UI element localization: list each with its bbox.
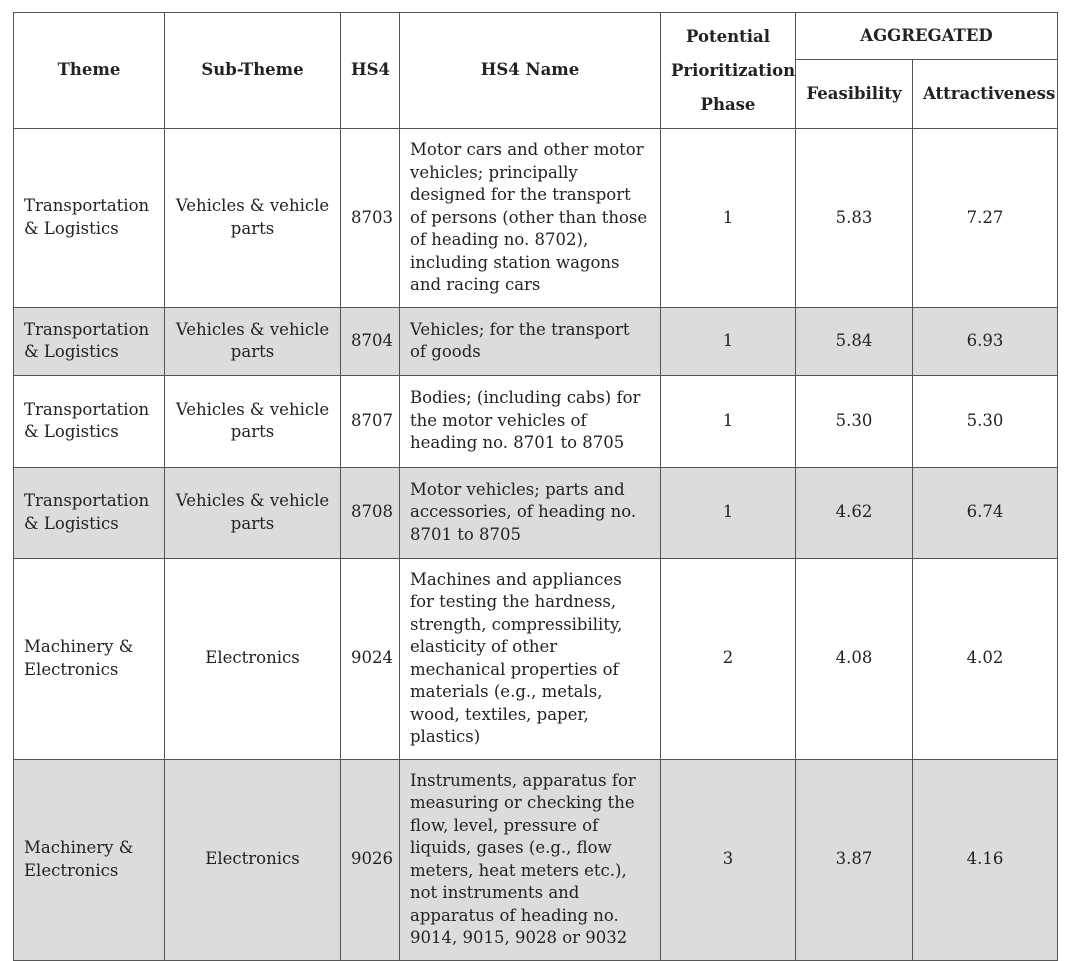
cell-feasibility: 5.84	[796, 307, 913, 375]
cell-feasibility: 5.83	[796, 129, 913, 308]
cell-sub-theme: Vehicles & vehicle parts	[165, 467, 341, 558]
cell-hs4: 8707	[341, 375, 400, 467]
cell-theme: Transportation & Logistics	[14, 307, 165, 375]
cell-phase: 3	[661, 759, 796, 960]
cell-feasibility: 3.87	[796, 759, 913, 960]
data-table-container	[13, 12, 1058, 961]
table-header	[14, 13, 1058, 129]
cell-hs4-name: Vehicles; for the transport of goods	[400, 307, 661, 375]
header-feasibility: Feasibility	[796, 60, 913, 129]
cell-attractiveness: 6.93	[913, 307, 1058, 375]
cell-attractiveness: 5.30	[913, 375, 1058, 467]
header-theme: Theme	[14, 13, 165, 129]
cell-hs4-name: Motor cars and other motor vehicles; principally designed for the transport of persons (other than those of heading no. 8702), including station wagons and racing cars	[400, 129, 661, 308]
cell-attractiveness: 7.27	[913, 129, 1058, 308]
header-aggregated: AGGREGATED	[796, 13, 1058, 60]
header-phase: Potential Prioritization Phase	[661, 13, 796, 129]
cell-theme: Transportation & Logistics	[14, 467, 165, 558]
cell-attractiveness: 4.02	[913, 558, 1058, 759]
table-row	[14, 129, 1058, 308]
cell-phase: 1	[661, 129, 796, 308]
header-sub-theme: Sub-Theme	[165, 13, 341, 129]
cell-hs4-name: Bodies; (including cabs) for the motor vehicles of heading no. 8701 to 8705	[400, 375, 661, 467]
header-attractiveness: Attractiveness	[913, 60, 1058, 129]
cell-hs4: 8704	[341, 307, 400, 375]
table-row	[14, 307, 1058, 375]
header-hs4-name: HS4 Name	[400, 13, 661, 129]
cell-feasibility: 4.62	[796, 467, 913, 558]
cell-hs4: 8703	[341, 129, 400, 308]
cell-theme: Machinery & Electronics	[14, 558, 165, 759]
cell-sub-theme: Electronics	[165, 558, 341, 759]
cell-feasibility: 4.08	[796, 558, 913, 759]
cell-theme: Transportation & Logistics	[14, 375, 165, 467]
cell-hs4: 9026	[341, 759, 400, 960]
cell-hs4-name: Motor vehicles; parts and accessories, of heading no. 8701 to 8705	[400, 467, 661, 558]
table-row	[14, 558, 1058, 759]
cell-phase: 1	[661, 307, 796, 375]
table-row	[14, 375, 1058, 467]
cell-sub-theme: Electronics	[165, 759, 341, 960]
cell-hs4: 9024	[341, 558, 400, 759]
table-row	[14, 759, 1058, 960]
cell-sub-theme: Vehicles & vehicle parts	[165, 129, 341, 308]
cell-hs4: 8708	[341, 467, 400, 558]
cell-attractiveness: 4.16	[913, 759, 1058, 960]
cell-hs4-name: Machines and appliances for testing the hardness, strength, compressibility, elasticity of other mechanical properties of materials (e.g., metals, wood, textiles, paper, plastics)	[400, 558, 661, 759]
cell-phase: 1	[661, 375, 796, 467]
cell-hs4-name: Instruments, apparatus for measuring or checking the flow, level, pressure of liquids, gases (e.g., flow meters, heat meters etc.), not instruments and apparatus of heading no. 9014, 9015, 9028 or 9032	[400, 759, 661, 960]
cell-attractiveness: 6.74	[913, 467, 1058, 558]
cell-sub-theme: Vehicles & vehicle parts	[165, 375, 341, 467]
cell-feasibility: 5.30	[796, 375, 913, 467]
cell-sub-theme: Vehicles & vehicle parts	[165, 307, 341, 375]
hs4-prioritization-table	[13, 12, 1058, 961]
header-hs4: HS4	[341, 13, 400, 129]
cell-phase: 2	[661, 558, 796, 759]
cell-phase: 1	[661, 467, 796, 558]
cell-theme: Transportation & Logistics	[14, 129, 165, 308]
table-row	[14, 467, 1058, 558]
cell-theme: Machinery & Electronics	[14, 759, 165, 960]
table-body	[14, 129, 1058, 961]
